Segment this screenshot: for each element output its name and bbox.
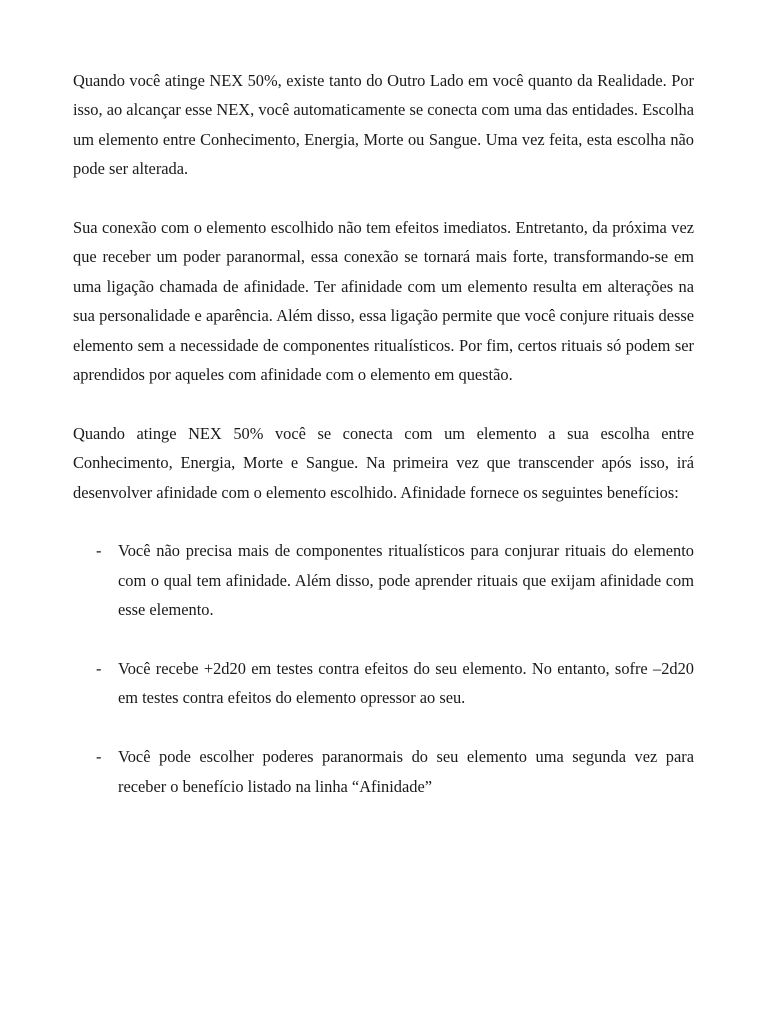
list-item bbox=[73, 742, 694, 801]
paragraph-affinity-benefits-intro: Quando atinge NEX 50% você se conecta com um elemento a sua escolha entre Conhecimento, Energia, Morte e Sangue. Na primeira vez que transcender após isso, irá desenvolver afinidade com o elemento escolhido. Afinidade fornece os seguintes benefícios: bbox=[73, 423, 694, 502]
bullet-dash: - bbox=[96, 659, 102, 679]
paragraph-nex-50-intro: Quando você atinge NEX 50%, existe tanto do Outro Lado em você quanto da Realidade. Por isso, ao alcançar esse NEX, você automaticamente se conecta com uma das entidades. Escolha um elemento entre Conhecimento, Energia, Morte ou Sangue. Uma vez feita, esta escolha não pode ser alterada. bbox=[73, 71, 694, 179]
list-item bbox=[73, 536, 694, 624]
list-item bbox=[73, 654, 694, 713]
bullet-text: Você recebe +2d20 em testes contra efeitos do seu elemento. No entanto, sofre –2d20 em testes contra efeitos do elemento opressor ao seu. bbox=[118, 659, 694, 708]
bullet-text: Você pode escolher poderes paranormais do seu elemento uma segunda vez para receber o benefício listado na linha “Afinidade” bbox=[118, 747, 694, 796]
bullet-dash: - bbox=[96, 747, 102, 767]
benefits-list bbox=[73, 536, 694, 801]
bullet-dash: - bbox=[96, 541, 102, 561]
paragraph-affinity-connection: Sua conexão com o elemento escolhido não tem efeitos imediatos. Entretanto, da próxima vez que receber um poder paranormal, essa conexão se tornará mais forte, transformando-se em uma ligação chamada de afinidade. Ter afinidade com um elemento resulta em alterações na sua personalidade e aparência. Além disso, essa ligação permite que você conjure rituais desse elemento sem a necessidade de componentes ritualísticos. Por fim, certos rituais só podem ser aprendidos por aqueles com afinidade com o elemento em questão. bbox=[73, 218, 694, 385]
document-page bbox=[73, 66, 694, 830]
bullet-text: Você não precisa mais de componentes ritualísticos para conjurar rituais do elemento com o qual tem afinidade. Além disso, pode aprender rituais que exijam afinidade com esse elemento. bbox=[118, 541, 694, 620]
